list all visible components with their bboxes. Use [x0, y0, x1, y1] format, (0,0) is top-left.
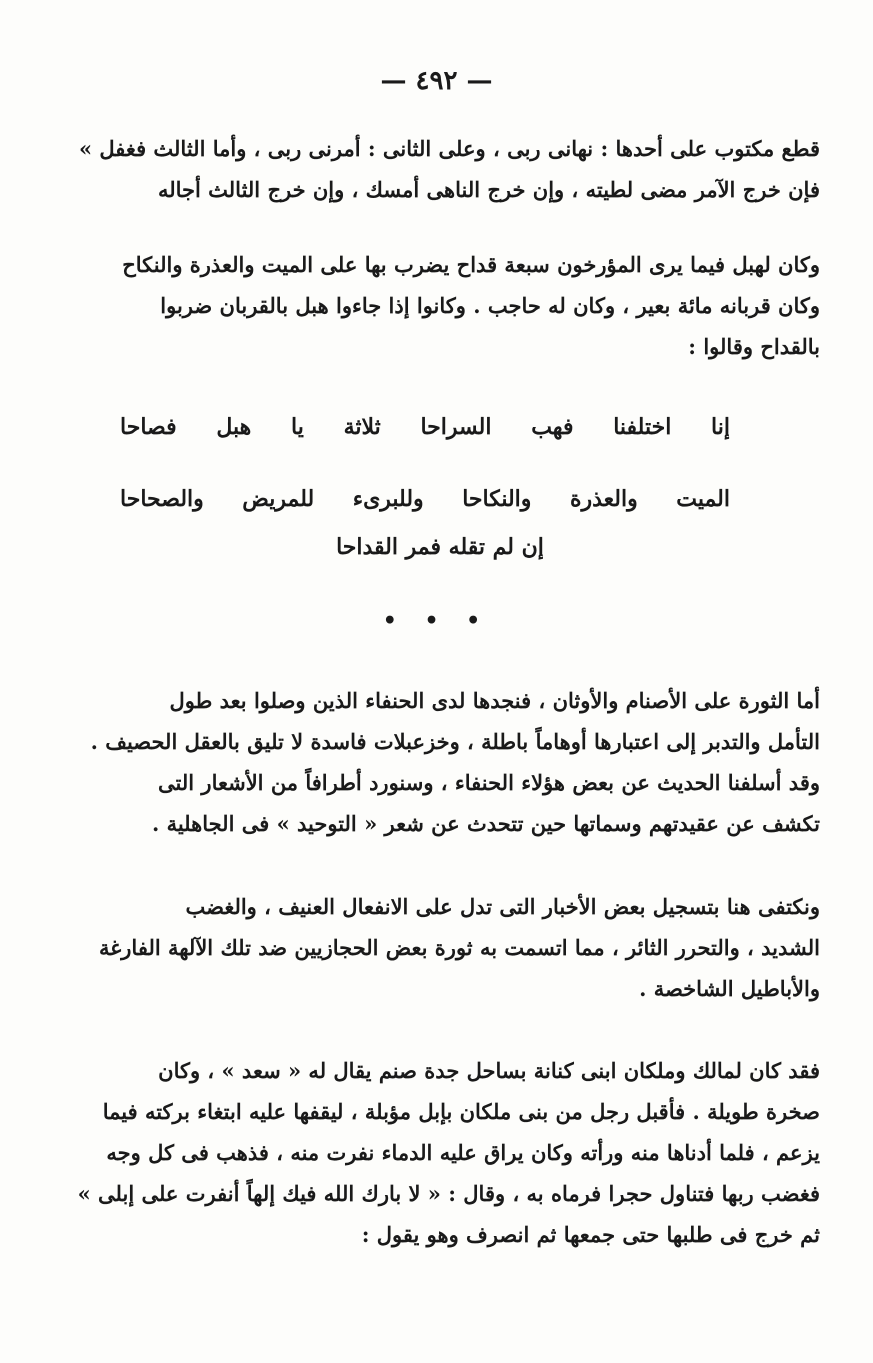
paragraph-2: [58, 244, 820, 367]
verse-line-1: [120, 414, 730, 440]
paragraph-line: وكان لهبل فيما يرى المؤرخون سبعة قداح يضرب بها على الميت والعذرة والنكاح: [122, 252, 820, 277]
paragraph-line: فغضب ربها فتناول حجرا فرماه به ، وقال : « لا بارك الله فيك إلهاً أنفرت على إبلى »: [77, 1181, 820, 1206]
verse-word: فهب: [531, 414, 574, 440]
paragraph-line: قطع مكتوب على أحدها : نهانى ربى ، وعلى الثانى : أمرنى ربى ، وأما الثالث فغفل »: [78, 136, 820, 161]
paragraph-line: فقد كان لمالك وملكان ابنى كنانة بساحل جدة صنم يقال له « سعد » ، وكان: [158, 1058, 820, 1083]
paragraph-line: التأمل والتدبر إلى اعتبارها أوهاماً باطلة ، وخزعبلات فاسدة لا تليق بالعقل الحصيف .: [90, 729, 820, 754]
verse-line-2: [120, 486, 730, 512]
paragraph-line: صخرة طويلة . فأقبل رجل من بنى ملكان بإبل مؤبلة ، ليقفها عليه ابتغاء بركته فيما: [102, 1099, 820, 1124]
verse-word: اختلفنا: [613, 414, 672, 440]
paragraph-line: بالقداح وقالوا :: [688, 334, 820, 359]
paragraph-line: ثم خرج فى طلبها حتى جمعها ثم انصرف وهو يقول :: [361, 1222, 820, 1247]
page-number: — ٤٩٢ —: [380, 66, 493, 96]
verse-word: الميت: [676, 486, 730, 512]
verse-word: هبل: [216, 414, 252, 440]
verse-word: فصاحا: [120, 414, 177, 440]
paragraph-line: الشديد ، والتحرر الثائر ، مما اتسمت به ثورة بعض الحجازيين ضد تلك الآلهة الفارغة: [99, 935, 820, 960]
paragraph-5: [58, 1050, 820, 1255]
paragraph-3: [58, 680, 820, 844]
paragraph-line: وكان قربانه مائة بعير ، وكان له حاجب . وكانوا إذا جاءوا هبل بالقربان ضربوا: [160, 293, 820, 318]
section-separator: • • •: [382, 608, 491, 634]
paragraph-line: ونكتفى هنا بتسجيل بعض الأخبار التى تدل على الانفعال العنيف ، والغضب: [185, 894, 820, 919]
verse-word: يا: [291, 414, 304, 440]
verse-word: ثلاثة: [343, 414, 381, 440]
verse-word: السراحا: [420, 414, 492, 440]
paragraph-line: تكشف عن عقيدتهم وسماتها حين تتحدث عن شعر « التوحيد » فى الجاهلية .: [151, 811, 820, 836]
paragraph-line: يزعم ، فلما أدناها منه ورأته وكان يراق عليه الدماء نفرت منه ، فذهب فى كل وجه: [106, 1140, 820, 1165]
paragraph-line: فإن خرج الآمر مضى لطيته ، وإن خرج الناهى أمسك ، وإن خرج الثالث أجاله: [157, 177, 820, 202]
paragraph-4: [58, 886, 820, 1009]
paragraph-line: والأباطيل الشاخصة .: [639, 976, 820, 1001]
verse-word: وللبرىء: [352, 486, 424, 512]
paragraph-line: وقد أسلفنا الحديث عن بعض هؤلاء الحنفاء ، وسنورد أطرافاً من الأشعار التى: [158, 770, 820, 795]
paragraph-line: أما الثورة على الأصنام والأوثان ، فنجدها لدى الحنفاء الذين وصلوا بعد طول: [169, 688, 820, 713]
verse-word: والعذرة: [569, 486, 638, 512]
verse-word: إنا: [711, 414, 730, 440]
verse-line-3: إن لم تقله فمر القداحا: [336, 534, 544, 560]
verse-word: والصحاحا: [120, 486, 204, 512]
verse-word: والنكاحا: [462, 486, 532, 512]
paragraph-1: [58, 128, 820, 210]
verse-word: للمريض: [242, 486, 315, 512]
